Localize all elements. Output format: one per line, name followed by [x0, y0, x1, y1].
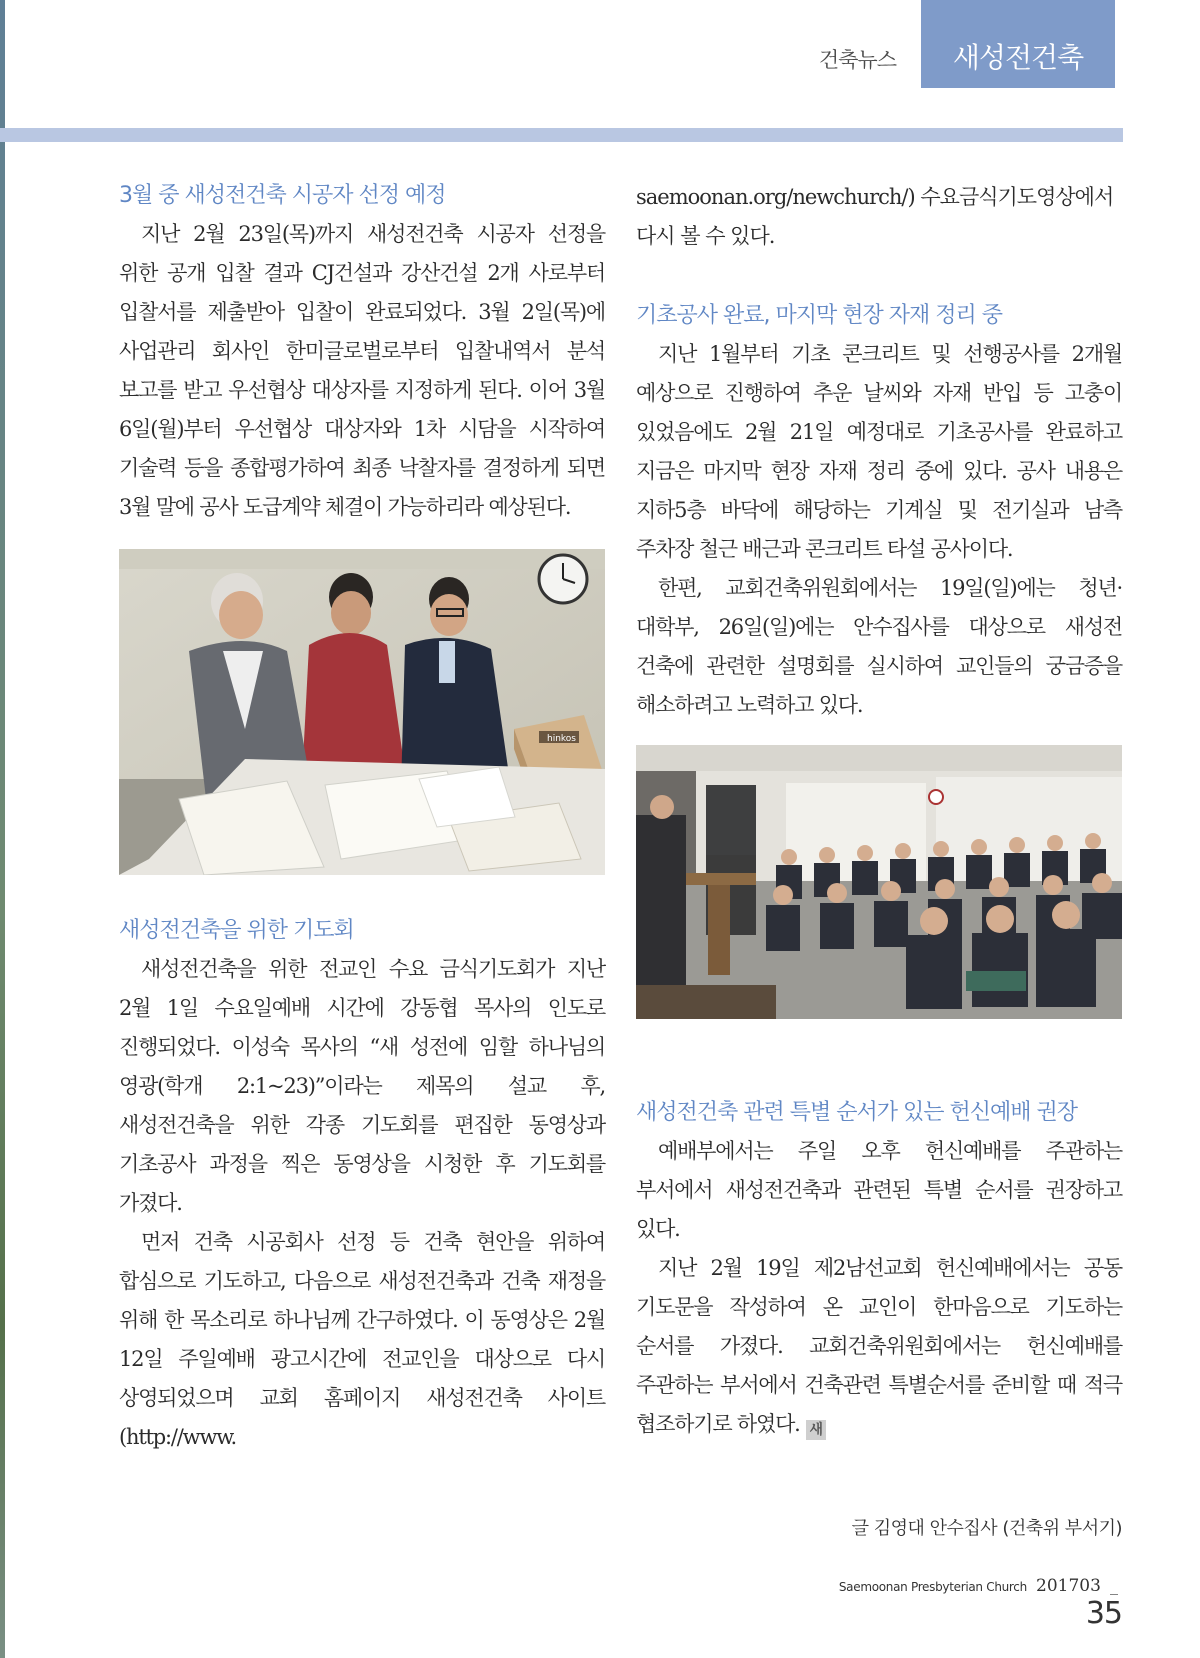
article-heading-prayer: 새성전건축을 위한 기도회: [119, 918, 354, 943]
section-tab[interactable]: [921, 0, 1115, 88]
photo-briefing-session-image: [636, 745, 1122, 1019]
right-column: [636, 178, 1122, 1444]
photo-briefing-session: [636, 745, 1122, 1019]
article-body-service-2-text: 지난 2월 19일 제2남선교회 헌신예배에서는 공동 기도문을 작성하여 온 교인이 한마음으로 기도하는 순서를 가졌다. 교회건축위원회에서는 헌신예배를 주관하는 부서에서 건축관련 특별순서를 준비할 때 적극 협조하기로 하였다.: [636, 1256, 1122, 1436]
article-body-prayer-3: saemoonan.org/newchurch/) 수요금식기도영상에서 다시 볼 수 있다.: [636, 185, 1114, 248]
article-body-prayer-2: 먼저 건축 시공회사 선정 등 건축 현안을 위하여 합심으로 기도하고, 다음으로 새성전건축과 건축 재정을 위해 한 목소리로 하나님께 간구하였다. 이 동영상은 2월 12일 주일예배 광고시간에 전교인을 대상으로 다시 상영되었으며 교회 홈페이지 새성전건축 사이트(http://www.: [119, 1230, 605, 1449]
section-tab-label: 새성전건축: [952, 41, 1084, 74]
box-label-text: hinkos: [547, 734, 576, 744]
article-body-service-1: 예배부에서는 주일 오후 헌신예배를 주관하는 부서에서 새성전건축과 관련된 특별 순서를 권장하고 있다.: [636, 1139, 1122, 1241]
article-body-prayer-1: 새성전건축을 위한 전교인 수요 금식기도회가 지난 2월 1일 수요일예배 시간에 강동협 목사의 인도로 진행되었다. 이성숙 목사의 “새 성전에 임할 하나님의 영광(학개 2:1~23)”이라는 제목의 설교 후, 새성전건축을 위한 각종 기도회를 편집한 동영상과 기초공사 과정을 찍은 동영상을 시청한 후 기도회를 가졌다.: [119, 957, 605, 1215]
footer-church-name: Saemoonan Presbyterian Church: [838, 1580, 1027, 1594]
section-label: 건축뉴스: [818, 48, 896, 72]
footer-separator: _: [1110, 1576, 1118, 1595]
article-body-foundation-1: 지난 1월부터 기초 콘크리트 및 선행공사를 2개월 예상으로 진행하여 추운 날씨와 자재 반입 등 고충이 있었음에도 2월 21일 예정대로 기초공사를 완료하고 지금은 마지막 현장 자재 정리 중에 있다. 공사 내용은 지하5층 바닥에 해당하는 기계실 및 전기실과 남측 주차장 철근 배근과 콘크리트 타설 공사이다.: [636, 342, 1122, 561]
article-body-service-2: [636, 1249, 1122, 1444]
end-mark-icon: 새: [806, 1420, 826, 1440]
article-heading-foundation: 기초공사 완료, 마지막 현장 자재 정리 중: [636, 303, 1002, 328]
article-body-contractor: 지난 2월 23일(목)까지 새성전건축 시공자 선정을 위한 공개 입찰 결과 CJ건설과 강산건설 2개 사로부터 입찰서를 제출받아 입찰이 완료되었다. 3월 2일(목)에 사업관리 회사인 한미글로벌로부터 입찰내역서 분석 보고를 받고 우선협상 대상자를 지정하게 된다. 이어 3월 6일(월)부터 우선협상 대상자와 1차 시담을 시작하여 기술력 등을 종합평가하여 최종 낙찰자를 결정하게 되면 3월 말에 공사 도급계약 체결이 가능하리라 예상된다.: [119, 222, 605, 519]
page-number: 35: [1085, 1596, 1122, 1631]
byline: 글 김영대 안수집사 (건축위 부서기): [851, 1518, 1122, 1539]
footer-issue: 201703: [1036, 1576, 1101, 1596]
photo-bid-review-image: [119, 549, 605, 875]
page-footer: [800, 1576, 1122, 1631]
header-divider-bar: [0, 128, 1123, 142]
article-heading-contractor: 3월 중 새성전건축 시공자 선정 예정: [119, 183, 446, 208]
left-column: [119, 178, 605, 1457]
article-heading-service: 새성전건축 관련 특별 순서가 있는 헌신예배 권장: [636, 1100, 1078, 1125]
page-edge-strip: [0, 0, 5, 1658]
article-body-foundation-2: 한편, 교회건축위원회에서는 19일(일)에는 청년·대학부, 26일(일)에는 안수집사를 대상으로 새성전 건축에 관련한 설명회를 실시하여 교인들의 궁금증을 해소하려고 노력하고 있다.: [636, 576, 1122, 717]
photo-bid-review: [119, 549, 605, 875]
